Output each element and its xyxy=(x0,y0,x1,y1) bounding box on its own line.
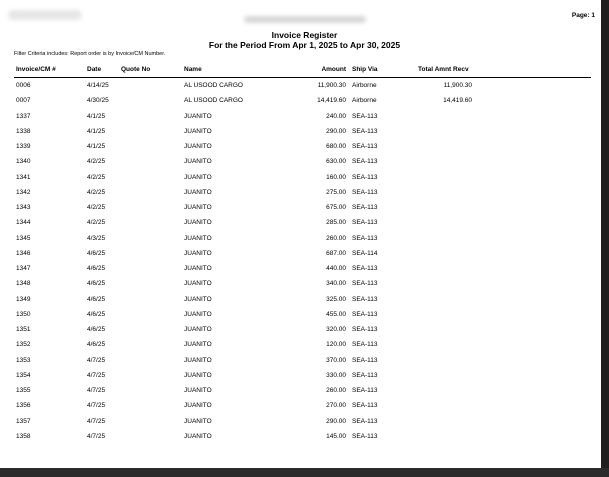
cell-name: JUANITO xyxy=(184,402,212,410)
cell-amount: 260.00 xyxy=(326,234,346,242)
cell-amount: 14,419.60 xyxy=(317,97,346,105)
cell-ship-via: SEA-113 xyxy=(352,295,378,303)
table-row xyxy=(14,263,591,278)
cell-date: 4/6/25 xyxy=(87,280,106,288)
cell-name: AL USOOD CARGO xyxy=(184,82,243,89)
cell-ship-via: SEA-113 xyxy=(352,356,378,364)
report-period: For the Period From Apr 1, 2025 to Apr 30, 2025 xyxy=(208,40,401,50)
table-row xyxy=(14,400,591,415)
table-row xyxy=(14,355,591,370)
cell-amount: 630.00 xyxy=(326,158,346,166)
cell-name: JUANITO xyxy=(184,371,212,379)
cell-amount: 275.00 xyxy=(326,188,346,196)
cell-total: 14,419.60 xyxy=(443,97,472,105)
cell-invoice: 1358 xyxy=(16,432,31,440)
cell-date: 4/1/25 xyxy=(87,143,106,150)
cell-name: AL USOOD CARGO xyxy=(184,97,243,105)
cell-amount: 325.00 xyxy=(326,295,346,303)
header-total: Total Amnt Recv xyxy=(418,66,469,73)
table-row xyxy=(14,309,591,324)
cell-name: JUANITO xyxy=(184,249,212,257)
table-row xyxy=(14,294,591,309)
table-row xyxy=(14,339,591,354)
cell-name: JUANITO xyxy=(184,188,212,196)
cell-name: JUANITO xyxy=(184,173,212,181)
cell-ship-via: SEA-113 xyxy=(352,371,378,379)
cell-ship-via: SEA-113 xyxy=(352,432,378,440)
table-row xyxy=(14,172,591,187)
cell-ship-via: SEA-113 xyxy=(352,188,378,196)
cell-ship-via: SEA-113 xyxy=(352,127,378,135)
table-row xyxy=(14,324,591,339)
cell-ship-via: SEA-113 xyxy=(352,234,378,242)
cell-amount: 330.00 xyxy=(326,371,346,379)
header-ship-via: Ship Via xyxy=(352,66,378,73)
cell-ship-via: SEA-113 xyxy=(352,310,378,318)
table-row xyxy=(14,278,591,293)
cell-invoice: 1357 xyxy=(16,417,31,425)
cell-invoice: 1347 xyxy=(16,265,31,272)
cell-date: 4/6/25 xyxy=(87,265,106,272)
cell-name: JUANITO xyxy=(184,356,212,364)
cell-amount: 320.00 xyxy=(326,326,346,333)
cell-ship-via: Airborne xyxy=(352,97,377,105)
cell-date: 4/2/25 xyxy=(87,173,106,181)
cell-invoice: 1354 xyxy=(16,371,31,379)
cell-ship-via: SEA-113 xyxy=(352,387,378,394)
cell-amount: 290.00 xyxy=(326,127,346,135)
cell-ship-via: SEA-113 xyxy=(352,341,378,349)
cell-date: 4/6/25 xyxy=(87,249,106,257)
cell-amount: 120.00 xyxy=(326,341,346,349)
cell-date: 4/2/25 xyxy=(87,188,106,196)
cell-amount: 160.00 xyxy=(326,173,346,181)
cell-date: 4/6/25 xyxy=(87,295,106,303)
table-row xyxy=(14,202,591,217)
cell-ship-via: Airborne xyxy=(352,82,377,89)
cell-name: JUANITO xyxy=(184,280,212,288)
cell-name: JUANITO xyxy=(184,387,212,394)
cell-date: 4/2/25 xyxy=(87,204,106,211)
cell-amount: 260.00 xyxy=(326,387,346,394)
cell-amount: 455.00 xyxy=(326,310,346,318)
cell-name: JUANITO xyxy=(184,112,212,120)
cell-date: 4/1/25 xyxy=(87,127,106,135)
redacted-company-subtitle xyxy=(244,16,366,23)
table-row xyxy=(14,248,591,263)
cell-invoice: 1351 xyxy=(16,326,31,333)
cell-invoice: 0007 xyxy=(16,97,31,105)
cell-amount: 285.00 xyxy=(326,219,346,227)
cell-name: JUANITO xyxy=(184,143,212,150)
bottom-bar xyxy=(0,468,609,477)
table-row xyxy=(14,111,591,126)
cell-invoice: 1344 xyxy=(16,219,31,227)
cell-invoice: 1349 xyxy=(16,295,31,303)
cell-amount: 290.00 xyxy=(326,417,346,425)
cell-ship-via: SEA-113 xyxy=(352,143,378,150)
cell-name: JUANITO xyxy=(184,310,212,318)
cell-date: 4/2/25 xyxy=(87,158,106,166)
cell-invoice: 1341 xyxy=(16,173,31,181)
cell-date: 4/30/25 xyxy=(87,97,109,105)
cell-amount: 687.00 xyxy=(326,249,346,257)
cell-name: JUANITO xyxy=(184,326,212,333)
cell-invoice: 1353 xyxy=(16,356,31,364)
cell-date: 4/7/25 xyxy=(87,387,106,394)
cell-name: JUANITO xyxy=(184,158,212,166)
cell-amount: 370.00 xyxy=(326,356,346,364)
cell-invoice: 1343 xyxy=(16,204,31,211)
cell-invoice: 1338 xyxy=(16,127,31,135)
table-row xyxy=(14,141,591,156)
cell-ship-via: SEA-113 xyxy=(352,158,378,166)
table-row xyxy=(14,156,591,171)
cell-name: JUANITO xyxy=(184,127,212,135)
cell-invoice: 1348 xyxy=(16,280,31,288)
cell-ship-via: SEA-113 xyxy=(352,219,378,227)
cell-name: JUANITO xyxy=(184,341,212,349)
table-row xyxy=(14,217,591,232)
cell-invoice: 1340 xyxy=(16,158,31,166)
cell-date: 4/1/25 xyxy=(87,112,106,120)
cell-invoice: 1339 xyxy=(16,143,31,150)
cell-name: JUANITO xyxy=(184,219,212,227)
report-title: Invoice Register xyxy=(271,30,338,40)
cell-ship-via: SEA-113 xyxy=(352,326,378,333)
cell-date: 4/6/25 xyxy=(87,341,106,349)
cell-date: 4/3/25 xyxy=(87,234,106,242)
cell-amount: 145.00 xyxy=(326,432,346,440)
cell-date: 4/7/25 xyxy=(87,432,106,440)
cell-date: 4/2/25 xyxy=(87,219,106,227)
cell-date: 4/7/25 xyxy=(87,402,106,410)
cell-date: 4/7/25 xyxy=(87,371,106,379)
cell-invoice: 1356 xyxy=(16,402,31,410)
cell-amount: 680.00 xyxy=(326,143,346,150)
cell-amount: 675.00 xyxy=(326,204,346,211)
cell-name: JUANITO xyxy=(184,417,212,425)
cell-date: 4/14/25 xyxy=(87,82,109,89)
cell-invoice: 1345 xyxy=(16,234,31,242)
cell-name: JUANITO xyxy=(184,432,212,440)
cell-amount: 440.00 xyxy=(326,265,346,272)
cell-ship-via: SEA-113 xyxy=(352,265,378,272)
window-edge xyxy=(601,0,609,468)
redacted-company-name xyxy=(8,10,82,20)
cell-ship-via: SEA-113 xyxy=(352,112,378,120)
header-date: Date xyxy=(87,66,102,73)
header-name: Name xyxy=(184,66,202,73)
cell-invoice: 1352 xyxy=(16,341,31,349)
page-number: Page: 1 xyxy=(571,12,595,19)
cell-invoice: 1342 xyxy=(16,188,31,196)
cell-ship-via: SEA-113 xyxy=(352,204,378,211)
table-row xyxy=(14,385,591,400)
cell-date: 4/6/25 xyxy=(87,326,106,333)
filter-criteria: Filter Criteria includes: Report order is by Invoice/CM Number. xyxy=(14,51,166,57)
cell-ship-via: SEA-113 xyxy=(352,173,378,181)
header-invoice: Invoice/CM # xyxy=(16,66,56,73)
cell-ship-via: SEA-113 xyxy=(352,417,378,425)
cell-ship-via: SEA-114 xyxy=(352,249,378,257)
cell-name: JUANITO xyxy=(184,204,212,211)
header-amount: Amount xyxy=(321,66,346,73)
cell-invoice: 1350 xyxy=(16,310,31,318)
table-row xyxy=(14,95,591,110)
cell-invoice: 1346 xyxy=(16,249,31,257)
table-row xyxy=(14,370,591,385)
cell-amount: 240.00 xyxy=(326,112,346,120)
table-row xyxy=(14,80,591,95)
table-row xyxy=(14,431,591,446)
cell-ship-via: SEA-113 xyxy=(352,402,378,410)
cell-total: 11,900.30 xyxy=(443,82,472,89)
cell-ship-via: SEA-113 xyxy=(352,280,378,288)
cell-date: 4/7/25 xyxy=(87,417,106,425)
cell-amount: 11,900.30 xyxy=(317,82,346,89)
cell-name: JUANITO xyxy=(184,295,212,303)
table-row xyxy=(14,126,591,141)
table-row xyxy=(14,416,591,431)
cell-name: JUANITO xyxy=(184,265,212,272)
cell-invoice: 0006 xyxy=(16,82,31,89)
cell-amount: 340.00 xyxy=(326,280,346,288)
header-quote: Quote No xyxy=(121,66,151,73)
cell-date: 4/7/25 xyxy=(87,356,106,364)
cell-invoice: 1337 xyxy=(16,112,31,120)
table-header xyxy=(14,64,591,78)
cell-amount: 270.00 xyxy=(326,402,346,410)
cell-invoice: 1355 xyxy=(16,387,31,394)
cell-date: 4/6/25 xyxy=(87,310,106,318)
cell-name: JUANITO xyxy=(184,234,212,242)
table-row xyxy=(14,233,591,248)
table-row xyxy=(14,187,591,202)
